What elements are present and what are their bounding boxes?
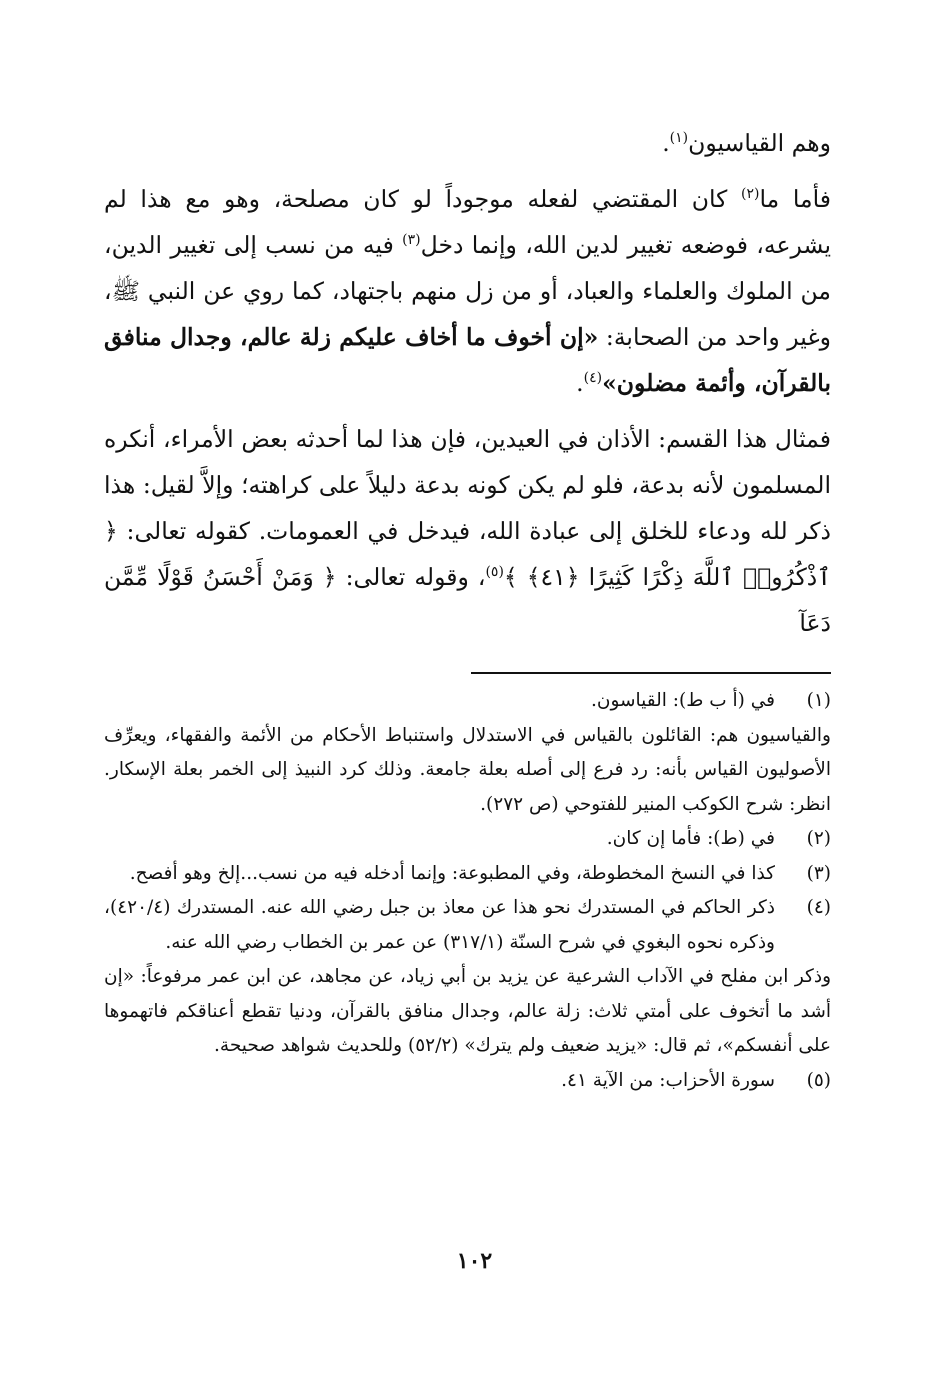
paragraph-2-text-c: فيه من نسب إلى تغيير الدين، من الملوك والعلماء والعباد، أو من زل منهم باجتهاد، كما روي عن النبي ﷺ، وغير واحد من الصحابة: bbox=[104, 231, 831, 351]
paragraph-2 bbox=[104, 176, 831, 406]
footnote-ref-3: (٣) bbox=[402, 232, 421, 249]
paragraph-3-text-b: ، وقوله تعالى: bbox=[336, 563, 486, 591]
paragraph-3-text-a: فمثال هذا القسم: الأذان في العيدين، فإن هذا لما أحدثه بعض الأمراء، أنكره المسلمون لأنه بدعة، فلو لم يكن كونه بدعة دليلاً على كراهته؛ وإلاَّ لقيل: هذا ذكر لله ودعاء للخلق إلى عبادة الله، فيدخل في العمومات. كقوله تعالى: bbox=[104, 425, 831, 545]
paragraph-1 bbox=[104, 120, 831, 166]
footnote-1 bbox=[104, 684, 831, 719]
footnote-ref-1: (١) bbox=[669, 130, 689, 147]
paragraph-2-end: . bbox=[576, 369, 584, 397]
quran-verse-2: ﴿ وَمَنْ أَحْسَنُ قَوْلًا مِّمَّن دَعَآ bbox=[104, 563, 831, 637]
paragraph-1-text: وهم القياسيون bbox=[688, 129, 831, 157]
footnote-ref-5: (٥) bbox=[485, 564, 504, 581]
footnote-text: في (ط): فأما إن كان. bbox=[606, 828, 775, 849]
footnote-text: في (أ ب ط): القياسون. bbox=[591, 690, 775, 711]
quran-verse-1: ﴿ ٱذْكُرُوا۟ ٱللَّهَ ذِكْرًا كَثِيرًا ﴿٤١﴾ ﴾ bbox=[104, 517, 831, 591]
footnote-4-continuation: وذكر ابن مفلح في الآداب الشرعية عن يزيد بن أبي زياد، عن مجاهد، عن ابن عمر مرفوعاً: «إن أشد ما أتخوف على أمتي ثلاث: زلة عالم، وجدال منافق بالقرآن، ودنيا تقطع أعناقكم فاتهموها على أنفسكم»، ثم قال: «يزيد ضعيف ولم يترك» (٥٢/٢) وللحديث شواهد صحيحة. bbox=[104, 966, 831, 1056]
main-text bbox=[104, 120, 831, 646]
footnote-number: (٥) bbox=[806, 1069, 831, 1091]
footnote-3 bbox=[104, 857, 831, 892]
footnote-number: (٢) bbox=[806, 828, 831, 849]
footnote-number: (٣) bbox=[806, 862, 831, 884]
paragraph-2-text-a: فأما ما bbox=[759, 185, 832, 213]
footnote-number: (٤) bbox=[806, 897, 831, 918]
paragraph-3 bbox=[104, 416, 831, 646]
footnote-text: سورة الأحزاب: من الآية ٤١. bbox=[561, 1069, 775, 1091]
footnote-4 bbox=[104, 891, 831, 960]
footnotes bbox=[104, 684, 831, 1098]
footnote-5 bbox=[104, 1064, 831, 1099]
page-number: ١٠٢ bbox=[456, 1248, 493, 1274]
paragraph-2-text-b: كان المقتضي لفعله موجوداً لو كان مصلحة، وهو مع هذا لم يشرعه، فوضعه تغيير لدين الله، وإنما دخل bbox=[104, 185, 831, 259]
footnote-1-continuation: والقياسيون هم: القائلون بالقياس في الاستدلال واستنباط الأحكام من الأئمة والفقهاء، ويعرِّف الأصوليون القياس بأنه: رد فرع إلى أصله بعلة جامعة. وذلك كرد النبيذ إلى الخمر بعلة الإسكار. انظر: شرح الكوكب المنير للفتوحي (ص ٢٧٢). bbox=[104, 724, 831, 815]
paragraph-1-end: . bbox=[662, 129, 670, 157]
footnote-ref-4: (٤) bbox=[583, 370, 603, 387]
footnote-separator bbox=[471, 672, 831, 674]
footnote-number: (١) bbox=[806, 690, 831, 711]
footnote-text: ذكر الحاكم في المستدرك نحو هذا عن معاذ بن جبل رضي الله عنه. المستدرك (٤٢٠/٤)، وذكره نحوه البغوي في شرح السنّة (٣١٧/١) عن عمر بن الخطاب رضي الله عنه. bbox=[104, 897, 775, 953]
footnote-ref-2: (٢) bbox=[741, 186, 760, 203]
footnote-2 bbox=[104, 822, 831, 857]
hadith-quote: «إن أخوف ما أخاف عليكم زلة عالم، وجدال منافق بالقرآن، وأئمة مضلون» bbox=[104, 323, 831, 397]
footnote-text: كذا في النسخ المخطوطة، وفي المطبوعة: وإنما أدخله فيه من نسب...إلخ وهو أفصح. bbox=[129, 862, 775, 884]
